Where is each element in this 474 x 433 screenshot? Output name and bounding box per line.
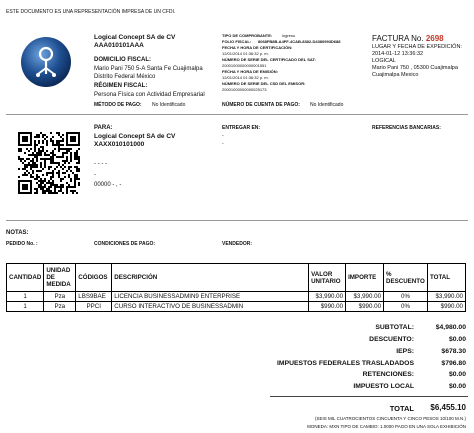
regime-value: Persona Física con Actividad Empresarial	[94, 92, 205, 98]
folio-label: FOLIO FISCAL:	[222, 39, 252, 44]
total-value: $6,455.10	[430, 403, 466, 412]
place-date-label: LUGAR Y FECHA DE EXPEDICIÓN:	[372, 44, 462, 50]
customer-line3: 00000 - , -	[94, 182, 122, 188]
col-amount: IMPORTE	[346, 264, 384, 292]
col-unit: UNIDAD DE MEDIDA	[44, 264, 76, 292]
col-total: TOTAL	[428, 264, 466, 292]
fed-tax-label: IMPUESTOS FEDERALES TRASLADADOS	[277, 360, 414, 367]
regime-label: RÉGIMEN FISCAL:	[94, 83, 148, 89]
customer-line1: - - - -	[94, 161, 107, 167]
payment-terms-label: CONDICIONES DE PAGO:	[94, 241, 156, 247]
account-value: No Identificado	[310, 102, 344, 108]
place-date-value: 2014-01-12 13:36:32	[372, 51, 424, 57]
cell-total: $3,990.00	[428, 292, 466, 302]
order-label: PEDIDO No. :	[6, 241, 38, 247]
csd-value: 20001000000000025173	[222, 87, 267, 92]
invoice-title	[372, 34, 444, 43]
cell-unit-value: $990.00	[309, 302, 346, 312]
company-logo	[20, 36, 72, 88]
issue-date-label: FECHA Y HORA DE EMISIÓN:	[222, 69, 279, 74]
cell-amount: $3,990.00	[346, 292, 384, 302]
table-header-row	[7, 264, 466, 292]
cell-discount: 0%	[384, 302, 428, 312]
divider-top	[6, 114, 468, 115]
document-notice: ESTE DOCUMENTO ES UNA REPRESENTACIÓN IMPRESA DE UN CFDI.	[6, 9, 176, 15]
items-table	[6, 263, 466, 312]
voucher-type-value: ingreso	[282, 33, 296, 38]
ieps-label: IEPS:	[396, 348, 414, 355]
payment-method-label: MÉTODO DE PAGO:	[94, 102, 142, 108]
cell-description: LICENCIA BUSINESSADMIN9 ENTERPRISE	[112, 292, 309, 302]
logo-icon	[20, 36, 72, 88]
branch-name: LOGICAL	[372, 58, 396, 64]
qr-code-icon	[18, 132, 80, 194]
cell-discount: 0%	[384, 292, 428, 302]
total-label: TOTAL	[389, 404, 414, 413]
deliver-line2: -	[222, 141, 224, 147]
cell-quantity: 1	[7, 302, 44, 312]
totals-divider	[270, 396, 468, 397]
account-label: NÚMERO DE CUENTA DE PAGO:	[222, 102, 300, 108]
sat-cert-value: 20001000000000001551	[222, 63, 267, 68]
table-row	[7, 302, 466, 312]
issuer-name: Logical Concept SA de CV	[94, 34, 176, 41]
cert-date-value: 12/01/2014 01:36:32 p. m.	[222, 51, 269, 56]
customer-rfc: XAXX010101000	[94, 141, 145, 148]
col-unit-value: VALOR UNITARIO	[309, 264, 346, 292]
col-description: DESCRIPCIÓN	[112, 264, 309, 292]
cell-code: LBS9BAE	[76, 292, 112, 302]
customer-line2: -	[94, 172, 96, 178]
cert-date-label: FECHA Y HORA DE CERTIFICACIÓN:	[222, 45, 293, 50]
currency-line: MONEDA: MXN TIPO DE CAMBIO: 1.0000 PAGO EN UNA SOLA EXHIBICIÓN	[307, 424, 466, 429]
col-quantity: CANTIDAD	[7, 264, 44, 292]
table-row	[7, 292, 466, 302]
issuer-rfc: AAA010101AAA	[94, 42, 144, 49]
col-discount: % DESCUENTO	[384, 264, 428, 292]
subtotal-label: SUBTOTAL:	[375, 324, 414, 331]
cell-description: CURSO INTERACTIVO DE BUSINESSADMIN	[112, 302, 309, 312]
cell-unit-value: $3,990.00	[309, 292, 346, 302]
csd-label: NÚMERO DE SERIE DEL CSD DEL EMISOR:	[222, 81, 306, 86]
discount-value: $0.00	[448, 336, 466, 343]
cell-quantity: 1	[7, 292, 44, 302]
seller-label: VENDEDOR:	[222, 241, 253, 247]
deliver-line1: -	[222, 133, 224, 139]
deliver-label: ENTREGAR EN:	[222, 125, 261, 131]
subtotal-value: $4,980.00	[435, 324, 466, 331]
invoice-title-label: FACTURA No.	[372, 34, 424, 43]
notes-label: NOTAS:	[6, 230, 29, 236]
customer-name: Logical Concept SA de CV	[94, 133, 176, 140]
cell-total: $990.00	[428, 302, 466, 312]
divider-middle	[6, 220, 468, 221]
col-codes: CÓDIGOS	[76, 264, 112, 292]
payment-method-value: No Identificado	[152, 102, 186, 108]
issuer-address-line1: Mario Pani 750 5-A Santa Fe Cuajimalpa	[94, 66, 203, 72]
branch-address1: Mario Pani 750 , 05300 Cuajimalpa	[372, 65, 458, 71]
cell-amount: $990.00	[346, 302, 384, 312]
customer-to-label: PARA:	[94, 125, 113, 131]
fed-tax-value: $796.80	[441, 360, 466, 367]
cell-code: PPCI	[76, 302, 112, 312]
qr-code	[18, 132, 80, 194]
local-tax-value: $0.00	[448, 383, 466, 390]
issue-date-value: 12/01/2014 01:36:32 p. m.	[222, 75, 269, 80]
sat-cert-label: NÚMERO DE SERIE DEL CERTIFICADO DEL SAT:	[222, 57, 316, 62]
folio-value: 8068FB8B-A4FF-4CAB-8382-D4380993D688	[258, 39, 341, 44]
fiscal-address-label: DOMICILIO FISCAL:	[94, 57, 151, 63]
discount-label: DESCUENTO:	[369, 336, 414, 343]
bank-references-label: REFERENCIAS BANCARIAS:	[372, 125, 441, 131]
ieps-value: $678.30	[441, 348, 466, 355]
voucher-type-label: TIPO DE COMPROBANTE:	[222, 33, 273, 38]
retention-label: RETENCIONES:	[362, 371, 414, 378]
retention-value: $0.00	[448, 371, 466, 378]
invoice-number: 2698	[425, 34, 444, 43]
branch-address2: Cuajimalpa Mexico	[372, 72, 419, 78]
issuer-address-line2: Distrito Federal México	[94, 74, 156, 80]
cell-unit: Pza	[44, 302, 76, 312]
amount-in-words: (SEIS MIL CUATROCIENTOS CINCUENTA Y CINCO PESOS 10/100 M.N.)	[315, 416, 466, 421]
cell-unit: Pza	[44, 292, 76, 302]
local-tax-label: IMPUESTO LOCAL	[353, 383, 414, 390]
